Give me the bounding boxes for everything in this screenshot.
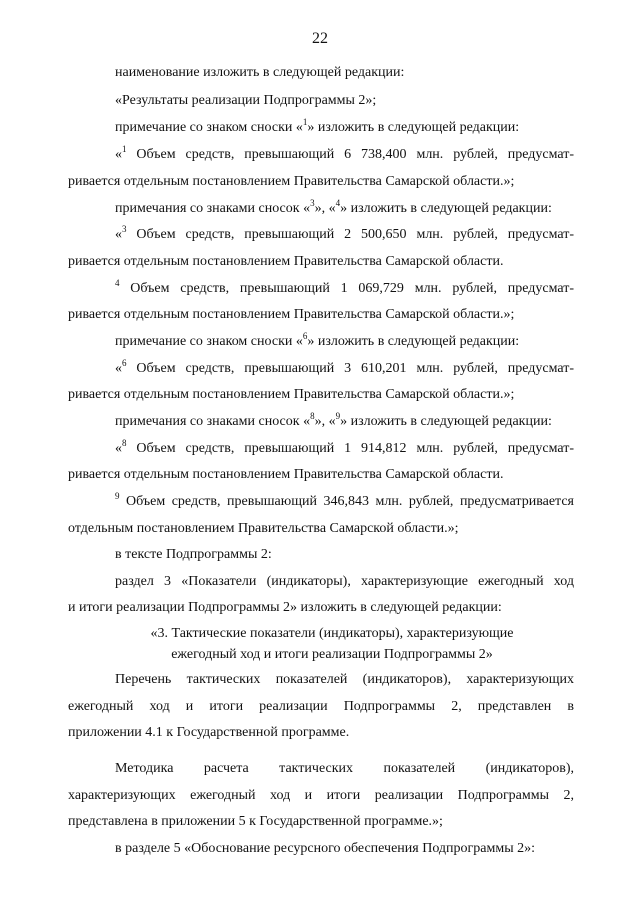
text-line <box>115 359 574 379</box>
text: примечание со знаком сноски « <box>115 120 303 135</box>
section-heading: ежегодный ход и итоги реализации Подпрограммы 2» <box>171 647 493 662</box>
text: Объем средств, превышающий 346,843 млн. рублей, предусматривается <box>119 494 574 509</box>
text-line <box>115 492 574 512</box>
footnote-mark: 1 <box>302 117 308 127</box>
footnote-mark: 8 <box>122 438 127 448</box>
text: » изложить в следующей редакции: <box>340 201 552 216</box>
footnote-mark: 3 <box>122 224 127 234</box>
text-line: ривается отдельным постановлением Правительства Самарской области. <box>68 254 504 269</box>
text: примечание со знаком сноски « <box>115 334 303 349</box>
text: Объем средств, превышающий 1 914,812 млн. рублей, предусмат- <box>126 441 574 456</box>
text-line: отдельным постановлением Правительства Самарской области.»; <box>68 521 459 536</box>
footnote-mark: 4 <box>115 278 120 288</box>
text-line <box>115 225 574 245</box>
text-line: и итоги реализации Подпрограммы 2» изложить в следующей редакции: <box>68 600 502 615</box>
footnote-mark: 3 <box>310 198 315 208</box>
text-line: ежегодный ход и итоги реализации Подпрограммы 2, представлен в <box>68 699 574 714</box>
text: примечания со знаками сносок « <box>115 414 311 429</box>
footnote-mark: 9 <box>115 491 120 501</box>
text-line: приложении 4.1 к Государственной программе. <box>68 725 350 740</box>
text-line <box>115 118 519 138</box>
text: Объем средств, превышающий 1 069,729 млн. рублей, предусмат- <box>119 281 574 296</box>
text-line <box>115 412 552 432</box>
text-line: представлена в приложении 5 к Государственной программе.»; <box>68 814 443 829</box>
footnote-mark: 6 <box>302 331 308 341</box>
text: », « <box>314 201 336 216</box>
section-heading: «3. Тактические показатели (индикаторы), характеризующие <box>150 626 514 641</box>
page-number: 22 <box>312 30 328 47</box>
text-line: наименование изложить в следующей редакции: <box>115 65 405 80</box>
text: », « <box>314 414 336 429</box>
text-line <box>115 199 552 219</box>
text-line <box>115 145 574 165</box>
text-line: Методика расчета тактических показателей (индикаторов), <box>115 761 574 776</box>
footnote-mark: 1 <box>122 144 127 154</box>
text: примечания со знаками сносок « <box>115 201 311 216</box>
text: « <box>115 227 122 242</box>
text: » изложить в следующей редакции: <box>340 414 552 429</box>
text: » изложить в следующей редакции: <box>307 334 520 349</box>
footnote-mark: 4 <box>335 198 341 208</box>
footnote-mark: 9 <box>335 411 341 421</box>
footnote-mark: 8 <box>310 411 315 421</box>
text-line: «Результаты реализации Подпрограммы 2»; <box>115 93 377 108</box>
text: « <box>115 147 122 162</box>
text: » изложить в следующей редакции: <box>307 120 520 135</box>
text-line: ривается отдельным постановлением Правительства Самарской области.»; <box>68 174 515 189</box>
text: « <box>115 361 122 376</box>
text: Объем средств, превышающий 3 610,201 млн. рублей, предусмат- <box>126 361 574 376</box>
text-line: в тексте Подпрограммы 2: <box>115 547 272 562</box>
text-line: ривается отдельным постановлением Правительства Самарской области. <box>68 467 504 482</box>
text-line <box>115 439 574 459</box>
text: Объем средств, превышающий 6 738,400 млн. рублей, предусмат- <box>126 147 574 162</box>
text-line: в разделе 5 «Обоснование ресурсного обеспечения Подпрограммы 2»: <box>115 841 535 856</box>
text-line: ривается отдельным постановлением Правительства Самарской области.»; <box>68 307 515 322</box>
text-line: характеризующих ежегодный ход и итоги реализации Подпрограммы 2, <box>68 788 574 803</box>
footnote-mark: 6 <box>122 358 127 368</box>
text-line: Перечень тактических показателей (индикаторов), характеризующих <box>115 672 574 687</box>
text-line: ривается отдельным постановлением Правительства Самарской области.»; <box>68 387 515 402</box>
text: « <box>115 441 122 456</box>
text-line <box>115 279 574 299</box>
text-line <box>115 332 519 352</box>
text-line: раздел 3 «Показатели (индикаторы), характеризующие ежегодный ход <box>115 574 574 589</box>
text: Объем средств, превышающий 2 500,650 млн. рублей, предусмат- <box>126 227 574 242</box>
